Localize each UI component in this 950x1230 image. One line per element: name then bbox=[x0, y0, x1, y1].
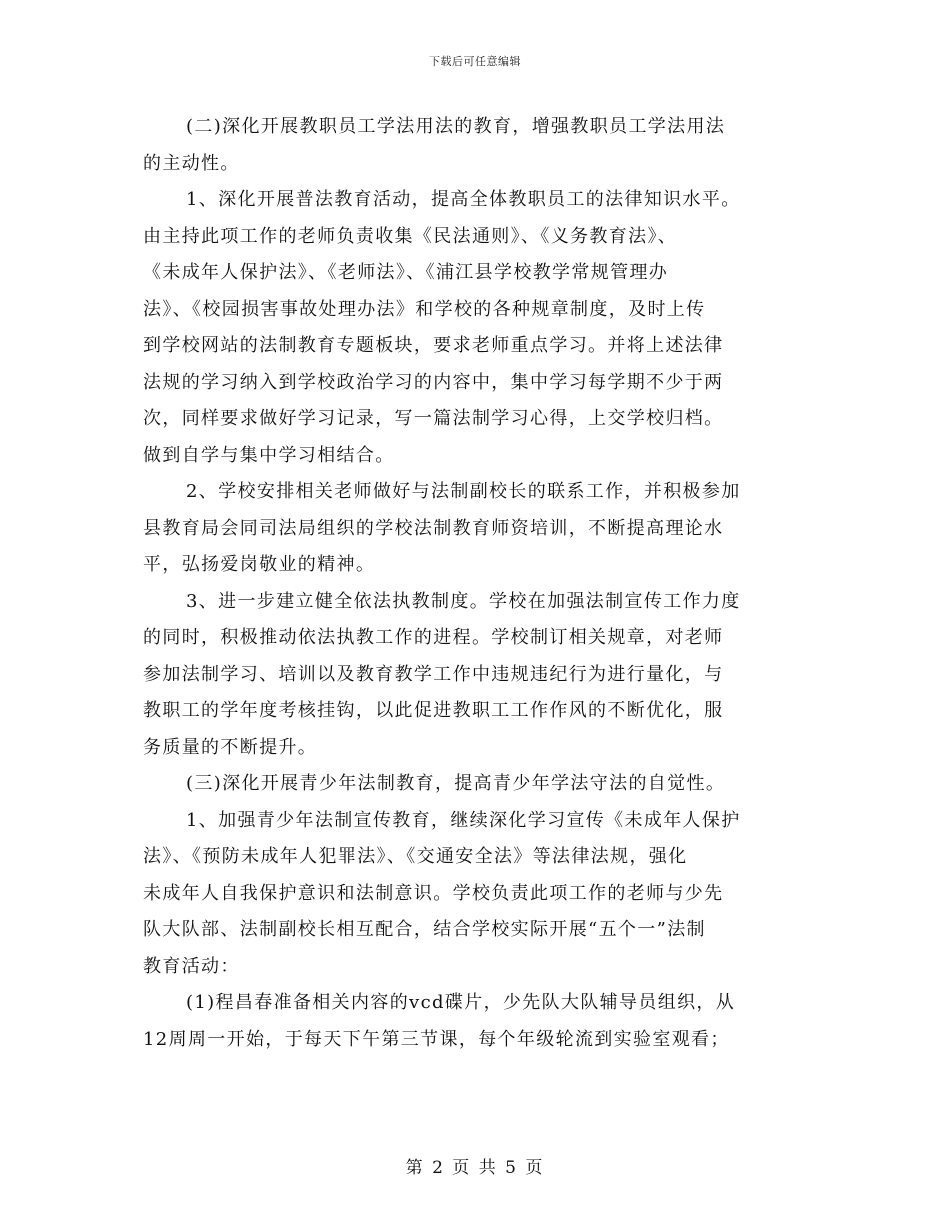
paragraph-line: 的同时，积极推动依法执教工作的进程。学校制订相关规章，对老师 bbox=[143, 627, 724, 648]
paragraph-line: (二)深化开展教职员工学法用法的教育，增强教职员工学法用法 bbox=[186, 116, 726, 137]
paragraph-line: 12周周一开始，于每天下午第三节课，每个年级轮流到实验室观看； bbox=[143, 1028, 730, 1050]
paragraph-line: 法规的学习纳入到学校政治学习的内容中，集中学习每学期不少于两 bbox=[143, 371, 724, 393]
paragraph-line: 由主持此项工作的老师负责收集《民法通则》、《义务教育法》、 bbox=[143, 225, 678, 247]
paragraph-line: (三)深化开展青少年法制教育，提高青少年学法守法的自觉性。 bbox=[186, 773, 726, 794]
paragraph-line: (1)程昌春准备相关内容的vcd碟片，少先队大队辅导员组织，从 bbox=[186, 992, 736, 1013]
paragraph-line: 1、深化开展普法教育活动，提高全体教职员工的法律知识水平。 bbox=[186, 189, 741, 210]
paragraph-line: 教职工的学年度考核挂钩，以此促进教职工工作作风的不断优化，服 bbox=[143, 700, 724, 721]
paragraph-line: 次，同样要求做好学习记录，写一篇法制学习心得，上交学校归档。 bbox=[143, 408, 724, 429]
page-number-footer: 第 2 页 共 5 页 bbox=[405, 1158, 545, 1178]
paragraph-line: 参加法制学习、培训以及教育教学工作中违规违纪行为进行量化，与 bbox=[143, 663, 724, 685]
document-body bbox=[143, 109, 809, 1058]
paragraph-line: 1、加强青少年法制宣传教育，继续深化学习宣传《未成年人保护 bbox=[186, 809, 741, 831]
page-header-note: 下载后可任意编辑 bbox=[429, 55, 521, 68]
paragraph-line: 队大队部、法制副校长相互配合，结合学校实际开展“五个一”法制 bbox=[143, 919, 706, 940]
paragraph-line: 法》、《预防未成年人犯罪法》、《交通安全法》等法律法规，强化 bbox=[143, 846, 688, 867]
paragraph-line: 未成年人自我保护意识和法制意识。学校负责此项工作的老师与少先 bbox=[143, 882, 724, 904]
paragraph-line: 教育活动： bbox=[143, 955, 240, 977]
paragraph-line: 3、进一步建立健全依法执教制度。学校在加强法制宣传工作力度 bbox=[186, 590, 741, 612]
paragraph-line: 做到自学与集中学习相结合。 bbox=[143, 444, 395, 466]
paragraph-line: 务质量的不断提升。 bbox=[143, 736, 318, 758]
paragraph-line: 平，弘扬爱岗敬业的精神。 bbox=[143, 554, 376, 575]
paragraph-line: 到学校网站的法制教育专题板块，要求老师重点学习。并将上述法律 bbox=[143, 335, 724, 356]
paragraph-line: 《未成年人保护法》、《老师法》、《浦江县学校教学常规管理办 bbox=[143, 262, 669, 283]
paragraph-line: 法》、《校园损害事故处理办法》和学校的各种规章制度，及时上传 bbox=[143, 298, 706, 320]
paragraph-line: 的主动性。 bbox=[143, 152, 240, 174]
paragraph-line: 县教育局会同司法局组织的学校法制教育师资培训，不断提高理论水 bbox=[143, 517, 724, 539]
paragraph-line: 2、学校安排相关老师做好与法制副校长的联系工作，并积极参加 bbox=[186, 481, 741, 502]
